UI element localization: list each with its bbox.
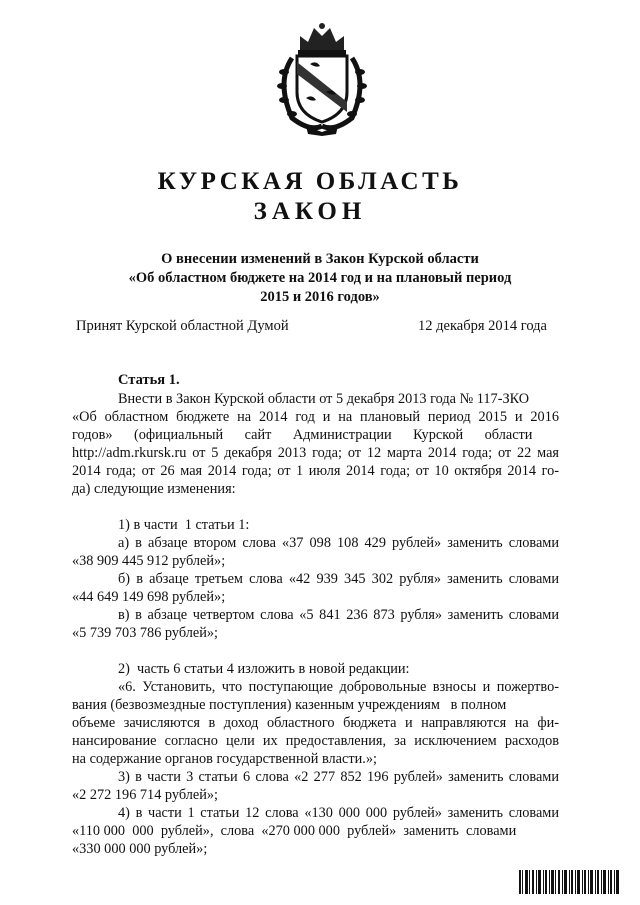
list-item: объеме зачисляются в доход областного бюджета и направляются на фи- [72,715,559,731]
article-heading: Статья 1. [118,372,180,388]
list-item: «44 649 149 698 рублей»; [72,589,226,605]
kursk-coat-of-arms-icon [270,22,374,136]
list-item: «330 000 000 рублей»; [72,841,208,857]
list-item: нансирование согласно цели их предоставления, за исключением расходов [72,733,559,749]
list-item: 1) в части 1 статьи 1: [118,517,250,533]
region-title: КУРСКАЯ ОБЛАСТЬ [157,168,463,195]
law-subtitle-line: О внесении изменений в Закон Курской области [161,251,479,267]
adopted-by: Принят Курской областной Думой [76,318,289,334]
paragraph-line: http://adm.rkursk.ru от 5 декабря 2013 года; от 12 марта 2014 года; от 22 мая [72,445,559,461]
paragraph-line: да) следующие изменения: [72,481,236,497]
paragraph-line: 2014 года; от 26 мая 2014 года; от 1 июля 2014 года; от 10 октября 2014 го- [72,463,559,479]
law-subtitle-line: «Об областном бюджете на 2014 год и на плановый период [128,270,512,286]
paragraph-line: годов» (официальный сайт Администрации Курской области [72,427,533,443]
list-item: «6. Установить, что поступающие добровольные взносы и пожертво- [118,679,559,695]
list-item: 2) часть 6 статьи 4 изложить в новой редакции: [118,661,410,677]
list-item: «38 909 445 912 рублей»; [72,553,226,569]
list-item: на содержание органов государственной власти.»; [72,751,377,767]
list-item: «5 739 703 786 рублей»; [72,625,219,641]
law-title: ЗАКОН [253,198,367,225]
paragraph-line: Внести в Закон Курской области от 5 декабря 2013 года № 117-ЗКО [118,391,530,407]
law-subtitle-line: 2015 и 2016 годов» [260,289,380,305]
list-item: 4) в части 1 статьи 12 слова «130 000 000 рублей» заменить словами [118,805,559,821]
barcode-icon [519,870,619,894]
list-item: «110 000 000 рублей», слова «270 000 000 рублей» заменить словами [72,823,517,839]
paragraph-line: «Об областном бюджете на 2014 год и на плановый период 2015 и 2016 [72,409,559,425]
list-item: 3) в части 3 статьи 6 слова «2 277 852 196 рублей» заменить словами [118,769,559,785]
list-item: а) в абзаце втором слова «37 098 108 429 рублей» заменить словами [118,535,559,551]
list-item: в) в абзаце четвертом слова «5 841 236 873 рубля» заменить словами [118,607,559,623]
adoption-date: 12 декабря 2014 года [418,318,547,334]
list-item: вания (безвозмездные поступления) казенным учреждениям в полном [72,697,507,713]
list-item: «2 272 196 714 рублей»; [72,787,219,803]
list-item: б) в абзаце третьем слова «42 939 345 302 рубля» заменить словами [118,571,559,587]
